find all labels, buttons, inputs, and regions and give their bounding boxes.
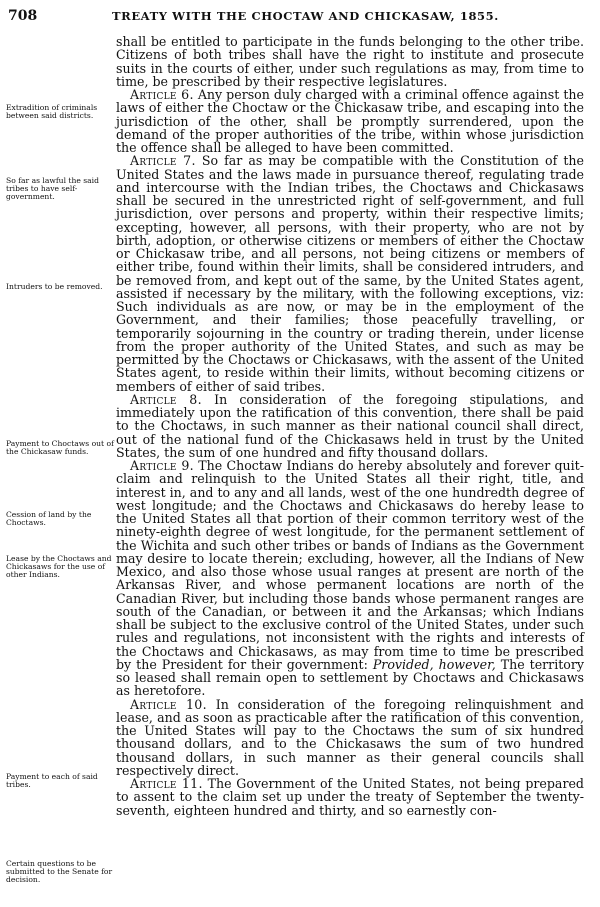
article-text: Any person duly charged with a criminal offence against the laws of either the Choctaw or the Chickasaw tribe, and escaping into the jurisdiction of the other, shall be promptly surrendered, upon the demand of the proper authorities of the tribe, within whose jurisdiction the offence shall be alleged to have been committed.	[116, 87, 584, 155]
article-italic-proviso: Provided, however,	[372, 656, 496, 672]
article-text: So far as may be compatible with the Constitution of the United States and the laws made in pursuance thereof, regulating trade and intercourse with the Indian tribes, the Choctaws and Chickasaws shall be secured in the unrestricted right of self-government, and full jurisdiction, over persons and property, within their respective limits; excepting, however, all persons, with their property, who are not by birth, adoption, or otherwise citizens or members of either the Choctaw or Chickasaw tribe, and all persons, not being citizens or members of either tribe, found within their limits, shall be considered intruders, and be removed from, and kept out of the same, by the United States agent, assisted if necessary by the military, with the following exceptions, viz: Such individuals as are now, or may be in the employment of the Government, and their families; those peacefully travelling, or temporarily sojourning in the country or trading therein, under license from the proper authority of the United States, and such as may be permitted by the Choctaws or Chickasaws, with the assent of the United States agent, to reside within their limits, without becoming citizens or members of either of said tribes.	[116, 153, 584, 394]
article-text: In consideration of the foregoing stipulations, and immediately upon the ratification of this convention, there shall be paid to the Choctaws, in such manner as their national council shall direct, out of the national fund of the Chickasaws held in trust by the United States, the sum of one hundred and fifty thousand dollars.	[116, 391, 584, 460]
article-text: The Government of the United States, not being prepared to assent to the claim set up under the treaty of September the twenty-seventh, eighteen hundred and thirty, and so earnestly con-	[116, 776, 584, 818]
margin-note-cession: Cession of land by the Choctaws.	[6, 510, 92, 528]
article-text-after: The territory so leased shall remain open to settlement by Choctaws and Chickasaws as heretofore.	[116, 656, 584, 699]
margin-note-senate: Certain questions to be submitted to the Senate for decision.	[6, 859, 113, 885]
article-11	[116, 777, 584, 817]
article-6	[116, 88, 584, 154]
page-number: 708	[8, 8, 38, 24]
margin-note-payment-each: Payment to each of said tribes.	[6, 772, 98, 790]
article-text: The Choctaw Indians do hereby absolutely and forever quit-claim and relinquish to the United States all their right, title, and interest in, and to any and all lands, west of the one hundredth degree of west longitude; and the Choctaws and Chickasaws do hereby lease to the United States all that portion of their common territory west of the ninety-eighth degree of west longitude, for the permanent settlement of the Wichita and such other tribes or bands of Indians as the Government may desire to locate therein; excluding, however, all the Indians of New Mexico, and also those whose usual ranges at present are north of the Arkansas River, and whose permanent locations are north of the Canadian River, but including those bands whose permanent ranges are south of the Canadian, or between it and the Arkansas; which Indians shall be subject to the exclusive control of the United States, under such rules and regulations, not inconsistent with the rights and interests of the Choctaws and Chickasaws, as may from time to time be prescribed by the President for their government:	[116, 458, 584, 672]
article-10	[116, 698, 584, 778]
body-text	[116, 35, 584, 817]
article-9	[116, 459, 584, 698]
article-text: In consideration of the foregoing relinquishment and lease, and as soon as practicable after the ratification of this convention, the United States will pay to the Choctaws the sum of six hundred thousand dollars, and to the Chickasaws the sum of two hundred thousand dollars, in such manner as their general councils shall respectively direct.	[116, 696, 584, 778]
running-head: TREATY WITH THE CHOCTAW AND CHICKASAW, 1855.	[112, 9, 499, 23]
margin-note-extradition: Extradition of criminals between said districts.	[6, 103, 98, 121]
article-8	[116, 393, 584, 459]
page-header	[8, 8, 592, 28]
article-label: Article 11.	[130, 776, 203, 791]
article-label: Article 9.	[130, 458, 194, 473]
article-label: Article 7.	[130, 153, 196, 169]
article-label: Article 10.	[130, 696, 207, 712]
margin-note-intruders: Intruders to be removed.	[6, 282, 103, 291]
margin-note-self-government: So far as lawful the said tribes to have self-government.	[6, 176, 99, 202]
margin-note-lease: Lease by the Choctaws and Chickasaws for the use of other Indians.	[6, 554, 112, 580]
article-label: Article 6.	[130, 87, 194, 102]
margin-note-payment-choctaws: Payment to Choctaws out of the Chickasaw funds.	[6, 439, 114, 457]
article-7	[116, 154, 584, 393]
paragraph-continuation: shall be entitled to participate in the funds belonging to the other tribe. Citizens of both tribes shall have the right to institute and prosecute suits in the courts of either, under such regulations as may, from time to time, be prescribed by their respective legislatures.	[116, 34, 584, 89]
article-label: Article 8.	[130, 391, 202, 407]
